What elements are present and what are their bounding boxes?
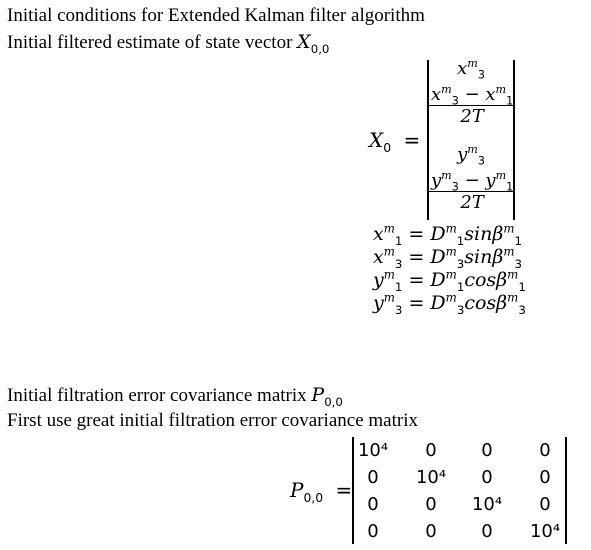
equation-lhs — [373, 244, 403, 271]
equation-func-base: sinβ — [464, 223, 504, 245]
matrix-cell-2-2: 10⁴ — [415, 467, 447, 488]
equation-eq: = — [402, 246, 431, 268]
equation-func-sup: m — [507, 290, 519, 305]
equation-lhs-sub: 3 — [394, 302, 403, 317]
fraction-num-right — [485, 169, 514, 194]
equation-func-base: cosβ — [464, 269, 508, 291]
equation-row-1 — [373, 223, 522, 246]
equation-lhs — [373, 221, 403, 248]
matrix-cell-2-4: 0 — [539, 467, 551, 488]
vector-entry-3-var-sup: m — [467, 143, 478, 156]
vector-entry-4 — [429, 170, 513, 213]
vector-entry-1-var-base: x — [457, 58, 468, 79]
matrix-cell-3-2: 0 — [425, 494, 437, 515]
equation-func — [464, 267, 526, 294]
equation-func — [464, 221, 523, 248]
vector-entry-3-var — [457, 143, 485, 168]
equation-lhs-sup: m — [383, 244, 395, 259]
p00-lhs: $P_{0,0}$ = — [290, 478, 353, 505]
equation-lhs — [373, 290, 403, 317]
equation-D-base: D — [430, 246, 446, 268]
matrix-cell-1-1: 10⁴ — [357, 440, 389, 461]
matrix-cell-1-4: 0 — [539, 440, 551, 461]
fraction-num-left-sub: 3 — [451, 180, 459, 194]
matrix-cell-4-4: 10⁴ — [529, 521, 561, 542]
equation-D-sup: m — [445, 244, 457, 259]
fraction-numerator — [429, 84, 515, 106]
minus-sign: − — [458, 170, 486, 191]
equation-func — [464, 290, 526, 317]
vector-entry-2-fraction — [429, 84, 515, 127]
heading-state-estimate-text: Initial filtered estimate of state vector — [7, 32, 293, 53]
equation-eq: = — [402, 269, 431, 291]
equation-eq: = — [402, 223, 431, 245]
equation-D-base: D — [430, 269, 446, 291]
equation-lhs-base: x — [373, 223, 384, 245]
equation-row-3 — [373, 269, 526, 292]
equation-D — [430, 290, 465, 317]
fraction-num-left-sub: 3 — [451, 94, 459, 108]
matrix-cell-3-4: 0 — [539, 494, 551, 515]
heading-state-estimate — [7, 31, 329, 54]
vector-entry-1-var — [457, 57, 485, 82]
x00-symbol: $X_{0,0}$ — [297, 31, 330, 56]
matrix-cell-4-3: 0 — [481, 521, 493, 542]
equation-D-sub: 3 — [456, 256, 465, 271]
vector-entry-3-var-sub: 3 — [477, 154, 485, 168]
equation-lhs-sub: 1 — [394, 279, 403, 294]
matrix-cell-4-1: 0 — [367, 521, 379, 542]
vector-entry-1-var-sub: 3 — [477, 68, 485, 82]
equation-eq: = — [402, 292, 431, 314]
equation-lhs-base: x — [373, 246, 384, 268]
equation-lhs — [373, 267, 403, 294]
fraction-num-left-sup: m — [441, 169, 452, 182]
equation-D-sup: m — [445, 221, 457, 236]
equation-D-sub: 1 — [456, 233, 465, 248]
equation-D — [430, 221, 465, 248]
equation-D — [430, 244, 465, 271]
equation-D-base: D — [430, 223, 446, 245]
vector-entry-1-var-sup: m — [467, 57, 478, 70]
equation-D — [430, 267, 465, 294]
fraction-numerator — [429, 170, 515, 192]
equation-lhs-sup: m — [383, 267, 395, 282]
equation-func-sub: 3 — [514, 256, 523, 271]
heading-ekf: Initial conditions for Extended Kalman filter algorithm — [7, 5, 425, 26]
heading-covariance — [7, 384, 343, 407]
x0-lhs: $X_0$ = — [369, 128, 421, 155]
equation-lhs-base: y — [373, 269, 384, 291]
equation-lhs-sup: m — [383, 221, 395, 236]
equation-func-sub: 1 — [514, 233, 523, 248]
equation-D-sup: m — [445, 290, 457, 305]
vector-entry-3 — [429, 143, 513, 168]
fraction-num-left-sup: m — [441, 83, 452, 96]
equation-D-sub: 3 — [456, 302, 465, 317]
minus-sign: − — [458, 84, 486, 105]
equation-lhs-sub: 1 — [394, 233, 403, 248]
fraction-num-right-sup: m — [495, 169, 507, 182]
equation-func-sup: m — [503, 221, 515, 236]
fraction-num-left — [431, 83, 459, 108]
matrix-cell-1-3: 0 — [481, 440, 493, 461]
equation-func-sup: m — [507, 267, 519, 282]
equation-func-sub: 3 — [518, 302, 526, 317]
matrix-cell-3-3: 10⁴ — [471, 494, 503, 515]
equation-func-sub: 1 — [518, 279, 526, 294]
matrix-cell-1-2: 0 — [425, 440, 437, 461]
matrix-cell-2-3: 0 — [481, 467, 493, 488]
matrix-cell-4-2: 0 — [425, 521, 437, 542]
heading-great-covariance: First use great initial filtration error covariance matrix — [7, 410, 418, 431]
p00-symbol: $P_{0,0}$ — [311, 384, 343, 409]
fraction-num-right — [485, 83, 514, 108]
equation-func-base: cosβ — [464, 292, 508, 314]
equation-func-base: sinβ — [464, 246, 504, 268]
equation-lhs-sub: 3 — [394, 256, 403, 271]
equation-D-base: D — [430, 292, 446, 314]
fraction-num-right-sub: 1 — [506, 180, 514, 194]
vector-entry-1 — [429, 57, 513, 82]
vector-entry-2 — [429, 84, 513, 127]
fraction-denominator: 2T — [460, 192, 484, 213]
equation-D-sup: m — [445, 267, 457, 282]
equation-row-4 — [373, 292, 526, 315]
fraction-num-right-sup: m — [495, 83, 507, 96]
equation-D-sub: 1 — [456, 279, 465, 294]
fraction-num-left — [431, 169, 459, 194]
fraction-denominator: 2T — [460, 106, 484, 127]
heading-covariance-text: Initial filtration error covariance matrix — [7, 385, 307, 406]
vector-entry-3-var-base: y — [457, 144, 468, 165]
fraction-num-right-sub: 1 — [506, 94, 514, 108]
equation-func — [464, 244, 523, 271]
equation-lhs-sup: m — [383, 290, 395, 305]
equation-func-sup: m — [503, 244, 515, 259]
matrix-cell-2-1: 0 — [367, 467, 379, 488]
vector-entry-4-fraction — [429, 170, 515, 213]
fraction-num-left-base: x — [431, 84, 442, 105]
matrix-cell-3-1: 0 — [367, 494, 379, 515]
fraction-num-right-base: y — [485, 170, 496, 191]
equation-row-2 — [373, 246, 522, 269]
equation-lhs-base: y — [373, 292, 384, 314]
fraction-num-right-base: x — [485, 84, 496, 105]
fraction-num-left-base: y — [431, 170, 442, 191]
